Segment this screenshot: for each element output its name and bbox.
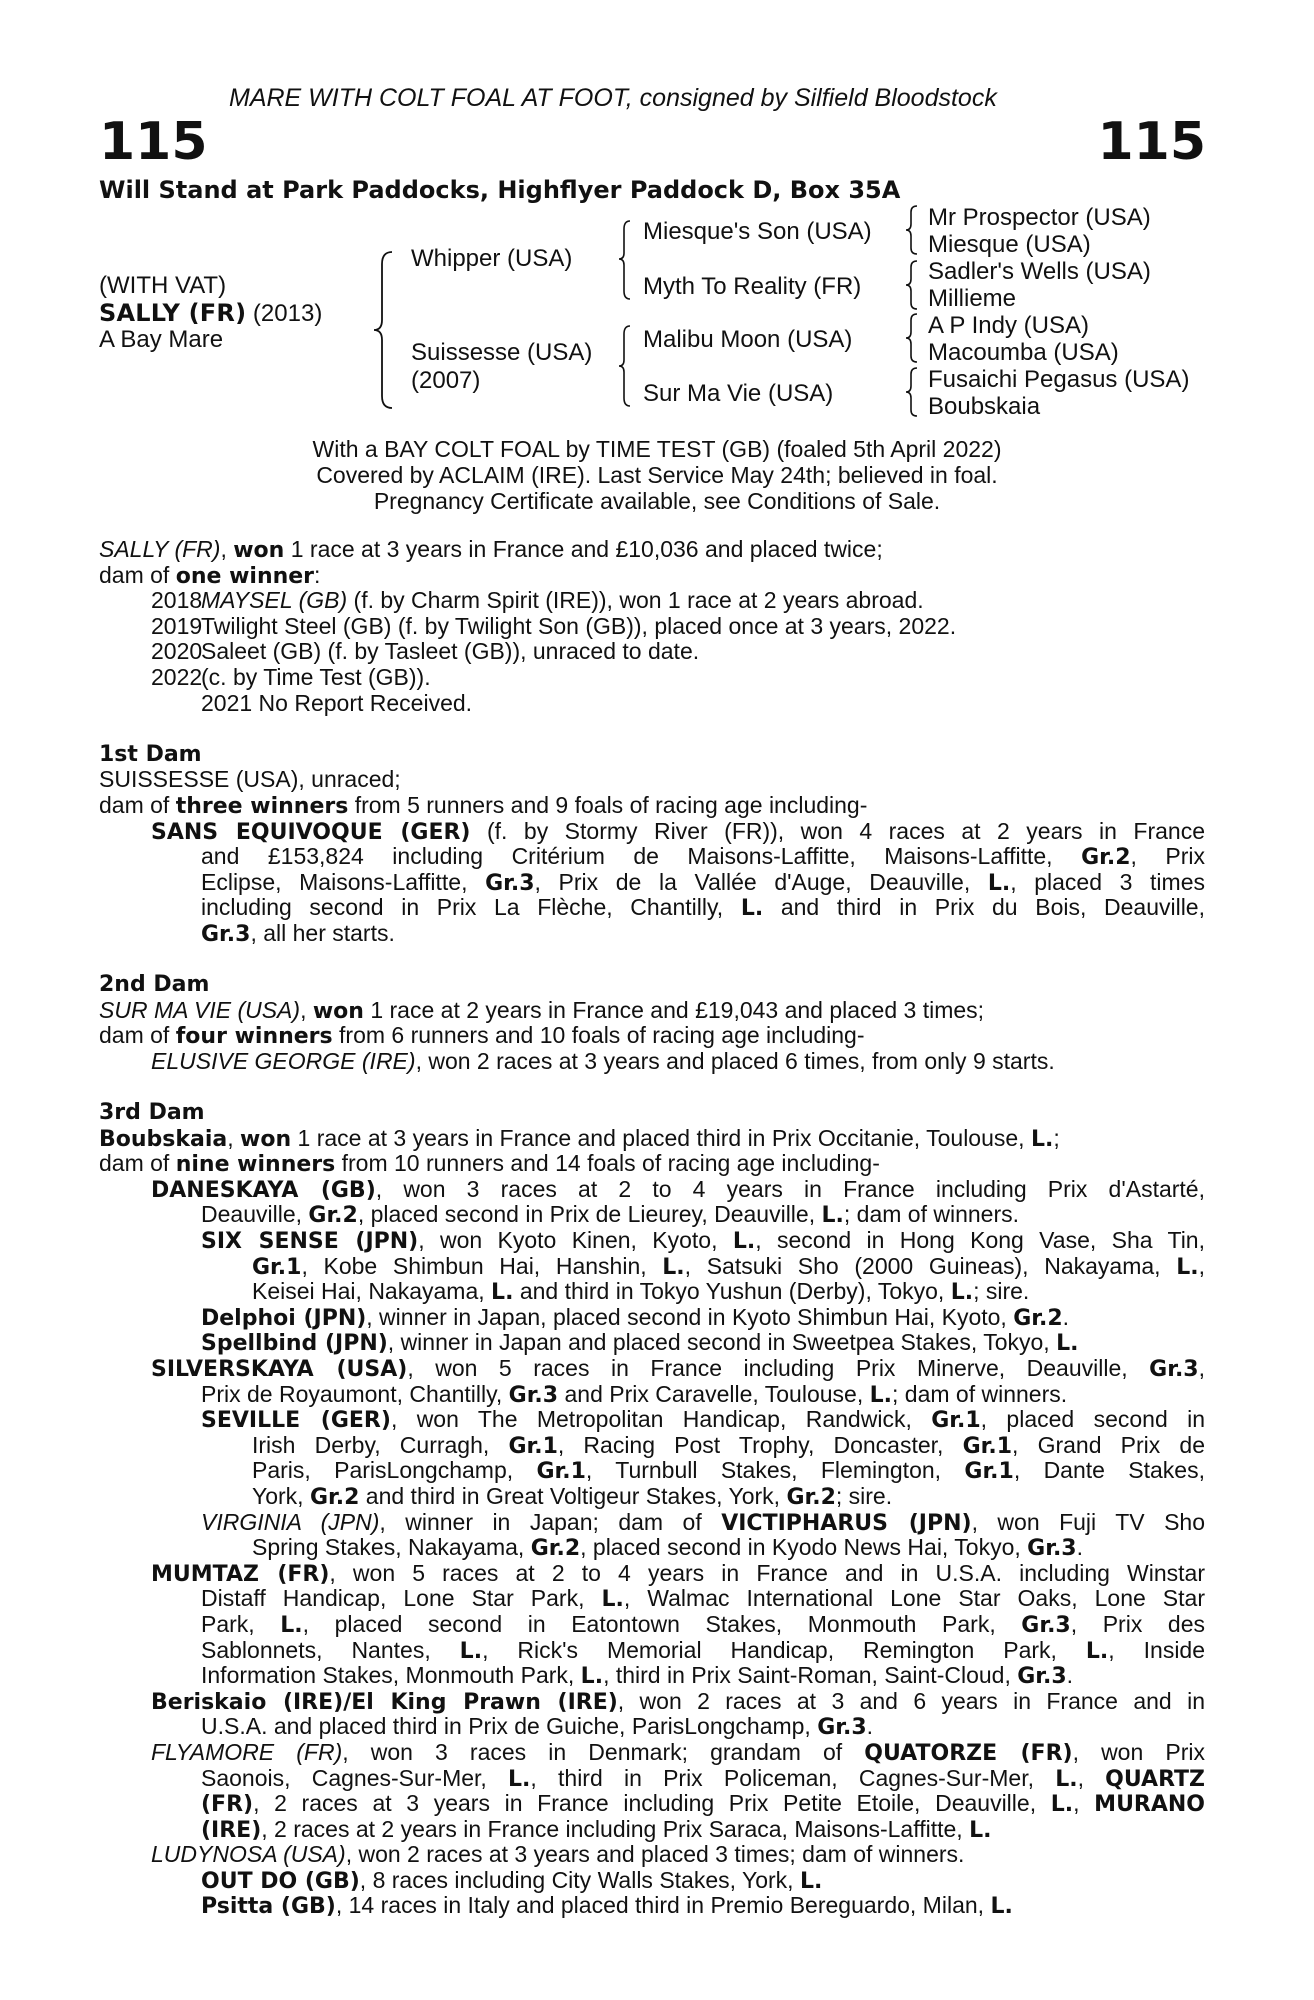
lot-number-left: 115 [99, 112, 208, 172]
sire-line-brace [617, 219, 633, 301]
dam-year: (2007) [411, 367, 481, 394]
horse-name-line [99, 299, 322, 328]
horse-year: (2013) [246, 300, 323, 327]
progeny-entry: LUDYNOSA (USA), won 2 races at 3 years and placed 3 times; dam of winners. [151, 1841, 965, 1868]
third-dam-line: Boubskaia, won 1 race at 3 years in France and placed third in Prix Occitanie, Toulouse, L.; [99, 1124, 1060, 1152]
progeny-entry: Delphoi (JPN), winner in Japan, placed second in Kyoto Shimbun Hai, Kyoto, Gr.2. [201, 1303, 1070, 1331]
lot-number-right: 115 [1097, 112, 1206, 172]
progeny-entry: Spellbind (JPN), winner in Japan and placed second in Sweetpea Stakes, Tokyo, L. [201, 1329, 1079, 1357]
intro-dam-line: dam of one winner: [99, 561, 321, 589]
ggs-2: Sadler's Wells (USA) [928, 258, 1151, 285]
ggd-3: Macoumba (USA) [928, 339, 1119, 366]
catalogue-subtitle: MARE WITH COLT FOAL AT FOOT, consigned by Silfield Bloodstock [229, 84, 997, 112]
granddam-maternal: Sur Ma Vie (USA) [643, 380, 834, 407]
covering-line: Covered by ACLAIM (IRE). Last Service May 24th; believed in foal. [316, 462, 998, 488]
ggs-4: Fusaichi Pegasus (USA) [928, 366, 1190, 393]
progeny-entry: Psitta (GB), 14 races in Italy and placed third in Premio Bereguardo, Milan, L. [201, 1892, 1013, 1920]
dam-line-brace [617, 324, 633, 408]
ggs-3: A P Indy (USA) [928, 312, 1089, 339]
ggd-1: Miesque (USA) [928, 231, 1091, 258]
brace-g2 [904, 259, 920, 311]
third-dam-heading: 3rd Dam [99, 1100, 205, 1126]
progeny-entry: DANESKAYA (GB), won 3 races at 2 to 4 years in France including Prix d'Astarté, [151, 1175, 1205, 1203]
progeny-entry: ELUSIVE GEORGE (IRE), won 2 races at 3 years and placed 6 times, from only 9 starts. [151, 1047, 1055, 1074]
produce-row: 2022(c. by Time Test (GB)). [151, 663, 431, 690]
horse-description: A Bay Mare [99, 326, 224, 353]
ggd-4: Boubskaia [928, 393, 1041, 420]
produce-row: 2018MAYSEL (GB) (f. by Charm Spirit (IRE)), won 1 race at 2 years abroad. [151, 587, 924, 614]
progeny-entry: OUT DO (GB), 8 races including City Walls Stakes, York, L. [201, 1866, 823, 1894]
dam: Suissesse (USA) [411, 339, 593, 366]
first-dam-line: SUISSESSE (USA), unraced; [99, 766, 401, 793]
progeny-entry: SANS EQUIVOQUE (GER) (f. by Stormy River (FR)), won 4 races at 2 years in France [151, 817, 1205, 845]
grandsire-paternal: Miesque's Son (USA) [643, 218, 872, 245]
grandsire-maternal: Malibu Moon (USA) [643, 326, 853, 353]
vat-note: (WITH VAT) [99, 272, 227, 299]
granddam-paternal: Myth To Reality (FR) [643, 273, 862, 300]
progeny-entry: MUMTAZ (FR), won 5 races at 2 to 4 years in France and in U.S.A. including Winstar [151, 1559, 1205, 1587]
third-dam-summary: dam of nine winners from 10 runners and 14 foals of racing age including- [99, 1150, 880, 1178]
catalogue-body: SALLY (FR), won 1 race at 3 years in France and £10,036 and placed twice; dam of one winner: 2018MAYSEL (GB) (f. by Charm Spirit (IRE)), won 1 race at 2 years abroad. 2019Twilight Steel (GB) (f. by Twilight Son (GB)), placed once at 3 years, 2022. 2020Saleet (GB) (f. by Tasleet (GB)), unraced to date. 2022(c. by Time Test (GB)). 2021 No Report Received. 1st Dam SUISSESSE (USA), unraced; dam of three winners from 5 runners and 9 foals of racing age including- SANS EQUIVOQUE (GER) (f. by Stormy River (FR)), won 4 races at 2 years in France and £153,824 including Critérium de Maisons-Laffitte, Maisons-Laffitte, Gr.2, Prix Eclipse, Maisons-Laffitte, Gr.3, Prix de la Vallée d'Auge, Deauville, L., placed 3 times including second in Prix La Flèche, Chantilly, L. and third in Prix du Bois, Deauville, Gr.3, all her starts. 2nd Dam SUR MA VIE (USA), won 1 race at 2 years in France and £19,043 and placed 3 times; dam of four winners from 6 runners and 10 foals of racing age including- ELUSIVE GEORGE (IRE), won 2 races at 3 years and placed 6 times, from only 9 starts. 3rd Dam Boubskaia, won 1 race at 3 years in France and placed third in Prix Occitanie, Toulouse, L.; dam of nine winners from 10 runners and 14 foals of racing age including- DANESKAYA (GB), won 3 races at 2 to 4 years in France including Prix d'Astarté, Deauville, Gr.2, placed second in Prix de Lieurey, Deauville, L.; dam of winners. SIX SENSE (JPN), won Kyoto Kinen, Kyoto, L., second in Hong Kong Vase, Sha Tin, Gr.1, Kobe Shimbun Hai, Hanshin, L., Satsuki Sho (2000 Guineas), Nakayama, L., Keisei Hai, Nakayama, L. and third in Tokyo Yushun (Derby), Tokyo, L.; sire. Delphoi (JPN), winner in Japan, placed second in Kyoto Shimbun Hai, Kyoto, Gr.2. Spellbind (JPN), winner in Japan and placed second in Sweetpea Stakes, Tokyo, L. SILVERSKAYA (USA), won 5 races in France including Prix Minerve, Deauville, Gr.3, Prix de Royaumont, Chantilly, Gr.3 and Prix Caravelle, Toulouse, L.; dam of winners. SEVILLE (GER), won The Metropolitan Handicap, Randwick, Gr.1, placed second in Irish Derby, Curragh, Gr.1, Racing Post Trophy, Doncaster, Gr.1, Grand Prix de Paris, ParisLongchamp, Gr.1, Turnbull Stakes, Flemington, Gr.1, Dante Stakes, York, Gr.2 and third in Great Voltigeur Stakes, York, Gr.2; sire. VIRGINIA (JPN), winner in Japan; dam of VICTIPHARUS (JPN), won Fuji TV Sho Spring Stakes, Nakayama, Gr.2, placed second in Kyodo News Hai, Tokyo, Gr.3. MUMTAZ (FR), won 5 races at 2 to 4 years in France and in U.S.A. including Winstar Distaff Handicap, Lone Star Park, L., Walmac International Lone Star Oaks, Lone Star Park, L., placed second in Eatontown Stakes, Monmouth Park, Gr.3, Prix des Sablonnets, Nantes, L., Rick's Memorial Handicap, Remington Park, L., Inside Information Stakes, Monmouth Park, L., third in Prix Saint-Roman, Saint-Cloud, Gr.3. Beriskaio (IRE)/El King Prawn (IRE), won 2 races at 3 and 6 years in France and in U.S.A. and placed third in Prix de Guiche, ParisLongchamp, Gr.3. FLYAMORE (FR), won 3 races in Denmark; grandam of QUATORZE (FR), won Prix Saonois, Cagnes-Sur-Mer, L., third in Prix Policeman, Cagnes-Sur-Mer, L., QUARTZ (FR), 2 races at 3 years in France including Prix Petite Etoile, Deauville, L., MURANO (IRE), 2 races at 2 years in France including Prix Saraca, Maisons-Laffitte, L. LUDYNOSA (USA), won 2 races at 3 years and placed 3 times; dam of winners. OUT DO (GB), 8 races including City Walls Stakes, York, L. Psitta (GB), 14 races in Italy and placed third in Premio Bereguardo, Milan, L. [99, 536, 1206, 1920]
brace-g4 [904, 366, 920, 418]
mare-name: SALLY (FR) [99, 536, 221, 562]
second-dam-heading: 2nd Dam [99, 972, 210, 998]
foal-info [0, 436, 1314, 514]
sire: Whipper (USA) [411, 245, 573, 272]
first-dam-heading: 1st Dam [99, 741, 202, 767]
foal-line: With a BAY COLT FOAL by TIME TEST (GB) (foaled 5th April 2022) [312, 436, 1002, 462]
ggs-1: Mr Prospector (USA) [928, 204, 1151, 231]
progeny-entry: SILVERSKAYA (USA), won 5 races in France including Prix Minerve, Deauville, Gr.3, [151, 1355, 1205, 1382]
produce-row: 2021 No Report Received. [201, 689, 473, 716]
stand-location: Will Stand at Park Paddocks, Highflyer Paddock D, Box 35A [99, 176, 901, 204]
first-dam-summary: dam of three winners from 5 runners and 9 foals of racing age including- [99, 791, 868, 819]
ggd-2: Millieme [928, 285, 1017, 312]
brace-g3 [904, 312, 920, 364]
horse-name: SALLY (FR) [99, 299, 247, 327]
intro-line: SALLY (FR), won 1 race at 3 years in France and £10,036 and placed twice; [99, 536, 883, 563]
progeny-entry: SEVILLE (GER), won The Metropolitan Handicap, Randwick, Gr.1, placed second in [201, 1406, 1206, 1434]
brace-g1 [904, 204, 920, 256]
progeny-entry: VIRGINIA (JPN), winner in Japan; dam of VICTIPHARUS (JPN), won Fuji TV Sho [201, 1508, 1205, 1536]
progeny-entry: SIX SENSE (JPN), won Kyoto Kinen, Kyoto, L., second in Hong Kong Vase, Sha Tin, [201, 1227, 1205, 1255]
sire-dam-brace [372, 250, 396, 410]
second-dam-line: SUR MA VIE (USA), won 1 race at 2 years in France and £19,043 and placed 3 times; [99, 996, 985, 1024]
produce-row: 2019Twilight Steel (GB) (f. by Twilight Son (GB)), placed once at 3 years, 2022. [151, 612, 957, 639]
pregnancy-line: Pregnancy Certificate available, see Conditions of Sale. [373, 488, 941, 514]
second-dam-summary: dam of four winners from 6 runners and 10 foals of racing age including- [99, 1022, 865, 1050]
progeny-entry: FLYAMORE (FR), won 3 races in Denmark; grandam of QUATORZE (FR), won Prix [151, 1738, 1205, 1766]
progeny-entry: Beriskaio (IRE)/El King Prawn (IRE), won 2 races at 3 and 6 years in France and in [151, 1687, 1205, 1715]
produce-row: 2020Saleet (GB) (f. by Tasleet (GB)), unraced to date. [151, 638, 700, 665]
